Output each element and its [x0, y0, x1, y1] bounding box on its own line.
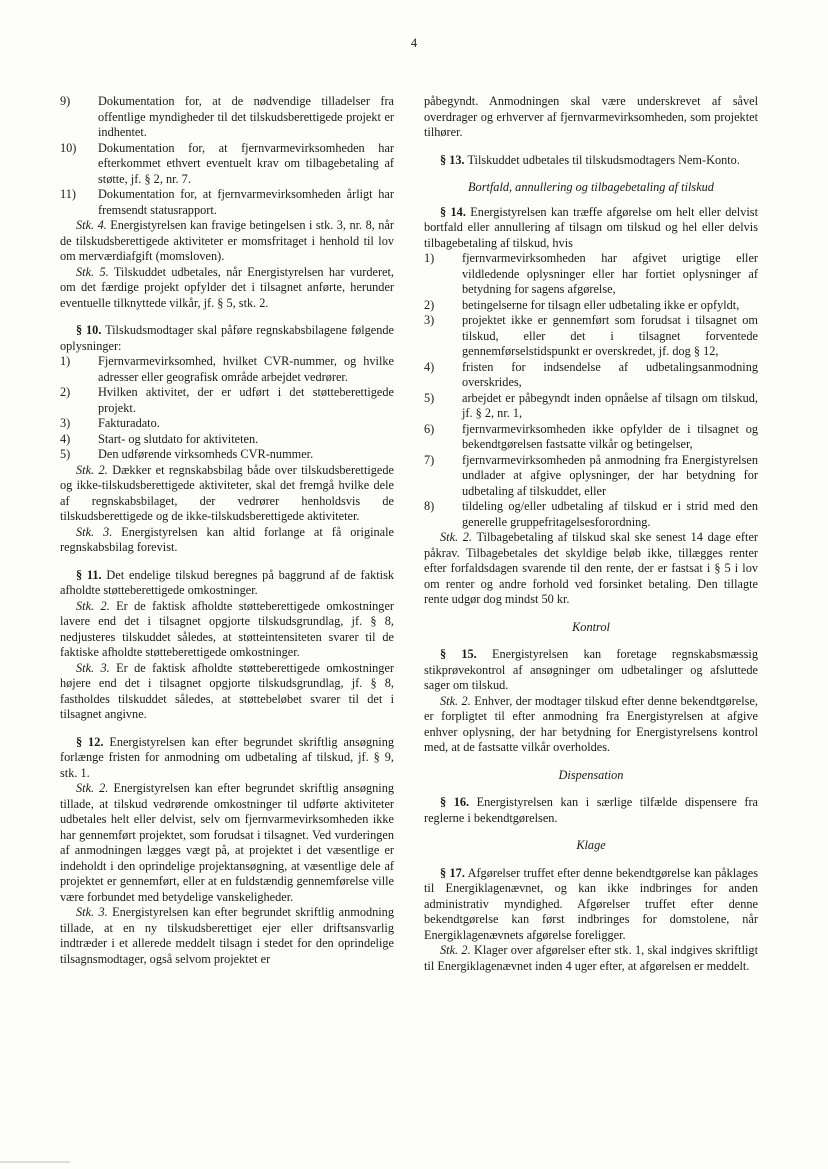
list-number: 6): [424, 421, 435, 436]
section-symbol: § 16.: [440, 795, 470, 809]
heading-kontrol: Kontrol: [572, 619, 610, 634]
paragraph-text: Enhver, der modtager tilskud efter denne bekendtgørelse, er forpligtet til efter anmodning fra Energistyrelsen at afgive enhver oplysning, der har betydning for Energistyrelsens kontrol med, at de fastsatte vilkår overholdes.: [424, 693, 758, 754]
list-text: Dokumentation for, at fjernvarmevirksomheden har efterkommet ethvert eventuelt krav om tilbagebetaling af støtte, jf. § 2, nr. 7.: [98, 140, 394, 186]
scan-edge-mark: [0, 1161, 70, 1163]
paragraph-text: Energistyrelsen kan efter begrundet skriftlig ansøgning forlænge fristen for anmodning om udbetaling af tilskud, jf. § 9, stk. 1.: [60, 734, 394, 780]
paragraph-s12-stk2: [60, 781, 394, 905]
list-number: 1): [60, 354, 71, 368]
list-number: 4): [60, 431, 71, 446]
paragraph-text: Klager over afgørelser efter stk. 1, skal indgives skriftligt til Energiklagenævnet inden 4 uger efter, at afgørelsen er meddelt.: [424, 943, 758, 973]
section-symbol: § 12.: [76, 734, 104, 749]
list-text: Fakturadato.: [98, 416, 160, 430]
list-number: 11): [60, 187, 76, 201]
stk-label: Stk. 2.: [440, 530, 473, 544]
list-text: Start- og slutdato for aktiviteten.: [98, 431, 259, 446]
paragraph-s12-stk3: [60, 905, 394, 967]
list-number: 5): [424, 390, 435, 405]
paragraph-s17-stk2: [424, 943, 758, 974]
section-symbol: § 15.: [440, 647, 477, 661]
paragraph-s10-stk3: [60, 525, 394, 556]
paragraph-s16: [424, 795, 758, 826]
stk-label: Stk. 3.: [76, 905, 108, 919]
list-number: 7): [424, 452, 435, 467]
section-symbol: § 14.: [440, 204, 466, 219]
list-text: tildeling og/eller udbetaling af tilskud er i strid med den generelle gruppefritagelsesforordning.: [462, 499, 758, 529]
paragraph-text: Tilskuddet udbetales, når Energistyrelsen har vurderet, om det færdige projekt opfylder det i tilsagnet anførte, herunder eventuelle tilknyttede vilkår, jf. § 5, stk. 2.: [60, 264, 394, 310]
heading-bortfald: Bortfald, annullering og tilbagebetaling af tilskud: [468, 180, 714, 194]
stk-label: Stk. 2.: [76, 462, 108, 477]
stk-label: Stk. 2.: [440, 943, 471, 957]
paragraph-s13: [424, 153, 758, 169]
paragraph-text: Energistyrelsen kan fravige betingelsen i stk. 3, nr. 8, når de tilskudsberettigede aktiviteter er momsfritaget i henhold til lov om merværdiafgift (momsloven).: [60, 218, 394, 263]
list-number: 3): [60, 416, 71, 430]
paragraph-s11-stk3: [60, 661, 394, 723]
list-text: fjernvarmevirksomheden har afgivet urigtige eller vildledende oplysninger eller har fortiet oplysninger af betydning for sagens afgørelse,: [462, 251, 758, 296]
section-symbol: § 10.: [76, 323, 102, 337]
section-symbol: § 13.: [440, 152, 465, 167]
paragraph-text: Energistyrelsen kan altid forlange at få originale regnskabsbilag forevist.: [60, 524, 394, 554]
paragraph-s17: [424, 866, 758, 944]
list-text: Den udførende virksomheds CVR-nummer.: [98, 447, 314, 461]
list-text: fristen for indsendelse af udbetalingsanmodning overskrides,: [462, 359, 758, 389]
list-number: 2): [60, 385, 71, 399]
paragraph-s12-continued: påbegyndt. Anmodningen skal være underskrevet af såvel overdrager og erhverver af fjernvarmevirksomheden, som projektet tilhører.: [424, 94, 758, 139]
paragraph-s11: [60, 568, 394, 599]
paragraph-s10-stk2: [60, 463, 394, 525]
list-item: [60, 432, 394, 448]
paragraph-text: Energistyrelsen kan foretage regnskabsmæssig stikprøvekontrol af ansøgninger om udbetalinger og afsluttede sager om tilskud.: [424, 647, 758, 692]
list-number: 9): [60, 94, 71, 108]
paragraph-s9-stk4: [60, 218, 394, 265]
stk-label: Stk. 3.: [76, 660, 110, 675]
section-symbol: § 17.: [440, 865, 465, 880]
list-item: [60, 187, 394, 218]
numbered-list-s14: [424, 251, 758, 530]
left-column: [60, 94, 394, 967]
numbered-list-s10: [60, 354, 394, 463]
list-item: [424, 453, 758, 500]
list-item: [60, 354, 394, 385]
list-text: arbejdet er påbegyndt inden opnåelse af tilsagn om tilskud, jf. § 2, nr. 1,: [462, 390, 758, 420]
list-item: [424, 298, 758, 314]
paragraph-text: Energistyrelsen kan træffe afgørelse om helt eller delvist bortfald eller annullering af tilsagn om tilskud og hel eller delvis tilbagebetaling af tilskud, hvis: [424, 204, 758, 250]
list-text: Hvilken aktivitet, der er udført i det støtteberettigede projekt.: [98, 385, 394, 415]
heading-klage: Klage: [576, 838, 606, 852]
paragraph-s15-stk2: [424, 694, 758, 756]
stk-label: Stk. 2.: [76, 781, 109, 795]
list-number: 1): [424, 251, 435, 265]
paragraph-s10: [60, 323, 394, 354]
list-text: Fjernvarmevirksomhed, hvilket CVR-nummer, og hvilke adresser eller geografisk område arbejdet vedrører.: [98, 354, 394, 384]
list-item: [60, 385, 394, 416]
paragraph-s14: [424, 205, 758, 252]
list-number: 4): [424, 359, 435, 374]
paragraph-text: Er de faktisk afholdte støtteberettigede omkostninger højere end det i tilsagnet opgjorte tilskudsgrundlag, jf. § 8, fastholdes tilskuddet således, at støttebeløbet svarer til det i tilsagnet angivne.: [60, 660, 394, 721]
paragraph-s12: [60, 735, 394, 782]
list-number: 10): [60, 140, 77, 155]
paragraph-s14-stk2: [424, 530, 758, 608]
list-item: [60, 416, 394, 432]
list-item: [60, 447, 394, 463]
page-number: 4: [410, 36, 418, 50]
list-number: 2): [424, 297, 435, 312]
stk-label: Stk. 4.: [76, 218, 107, 232]
paragraph-s11-stk2: [60, 599, 394, 661]
list-number: 3): [424, 313, 435, 327]
list-text: projektet ikke er gennemført som forudsat i tilsagnet om tilskud, eller det i tilsagnet forventede gennemførselstidspunkt er overskredet, jf. dog § 12,: [462, 313, 758, 358]
list-number: 8): [424, 499, 435, 513]
section-symbol: § 11.: [76, 567, 102, 582]
paragraph-text: Det endelige tilskud beregnes på baggrund af de faktisk afholdte støtteberettigede omkostninger.: [60, 567, 394, 597]
right-column: [424, 94, 758, 974]
list-item: [60, 94, 394, 141]
heading-dispensation: Dispensation: [558, 767, 624, 782]
list-item: [424, 313, 758, 360]
list-text: fjernvarmevirksomheden på anmodning fra Energistyrelsen undlader at afgive oplysninger, der har betydning for udbetaling af tilskuddet, eller: [462, 452, 758, 498]
paragraph-text: Dækker et regnskabsbilag både over tilskudsberettigede og ikke-tilskudsberettigede aktiviteter, skal det fremgå hvilke dele af regnskabsbilaget, der vedrører henholdsvis de tilskudsberettigede og de ikke-tilskudsberettigede aktiviteter.: [60, 462, 394, 523]
stk-label: Stk. 5.: [76, 264, 109, 279]
paragraph-text: Afgørelser truffet efter denne bekendtgørelse kan påklages til Energiklagenævnet, og kan ikke indbringes for anden administrativ myndighed. Afgørelser truffet efter denne bekendtgørelse kan først indbringes for domstolene, når Energiklagenævnets afgørelse foreligger.: [424, 865, 758, 942]
list-number: 5): [60, 447, 71, 461]
paragraph-s9-stk5: [60, 265, 394, 312]
paragraph-text: Energistyrelsen kan i særlige tilfælde dispensere fra reglerne i bekendtgørelsen.: [424, 795, 758, 825]
list-item: [424, 360, 758, 391]
list-item: [424, 251, 758, 298]
list-item: [60, 141, 394, 188]
list-text: Dokumentation for, at de nødvendige tilladelser fra offentlige myndigheder til det tilskudsberettigede projekt er indhentet.: [98, 94, 394, 139]
list-item: [424, 422, 758, 453]
list-text: fjernvarmevirksomheden ikke opfylder de i tilsagnet og bekendtgørelsen fastsatte vilkår og betingelser,: [462, 421, 758, 451]
paragraph-text: Er de faktisk afholdte støtteberettigede omkostninger lavere end det i tilsagnet opgjorte tilskudsgrundlag, jf. § 8, nedjusteres tilskuddet således, at støtteintensiteten svarer til de faktiske afholdte støtteberettigede omkostninger.: [60, 598, 394, 659]
list-text: Dokumentation for, at fjernvarmevirksomheden årligt har fremsendt statusrapport.: [98, 187, 394, 217]
stk-label: Stk. 2.: [440, 693, 471, 708]
paragraph-text: Tilskuddet udbetales til tilskudsmodtagers Nem-Konto.: [464, 152, 740, 167]
stk-label: Stk. 2.: [76, 598, 110, 613]
list-item: [424, 499, 758, 530]
numbered-list-s9-stk3: [60, 94, 394, 218]
list-item: [424, 391, 758, 422]
paragraph-text: Energistyrelsen kan efter begrundet skriftlig anmodning tillade, at en ny tilskudsberettiget ejer eller driftsansvarlig indtræder i et allerede meddelt tilsagn i stedet for den oprindelige tilsagnsmodtager, også selvom projektet er: [60, 905, 394, 966]
stk-label: Stk. 3.: [76, 524, 113, 539]
list-text: betingelserne for tilsagn eller udbetaling ikke er opfyldt,: [462, 297, 740, 312]
paragraph-text: Tilbagebetaling af tilskud skal ske senest 14 dage efter påkrav. Tilbagebetales det skyldige beløb ikke, tillægges renter efter forfaldsdagen svarende til den rente, der er fastsat i § 5 i lov om renter og andre forhold ved forsinket betaling. Den tillagte rente udgør dog mindst 50 kr.: [424, 530, 758, 606]
paragraph-s15: [424, 647, 758, 694]
paragraph-text: Tilskudsmodtager skal påføre regnskabsbilagene følgende oplysninger:: [60, 323, 395, 353]
paragraph-text: Energistyrelsen kan efter begrundet skriftlig ansøgning tillade, at tilskud vedrørende omkostninger til udførte aktiviteter udbetales helt eller delvist, selv om fjernvarmevirksomheden ikke har gennemført projektet, som forudsat i tilsagnet. Ved vurderingen af anmodningen lægges vægt på, at projektet i det væsentlige er indeholdt i den oprindelige projektansøgning, at væsentlige dele af projektet er gennemført, eller at en fuldstændig gennemførelse ville være forbundet med betydelige vanskeligheder.: [60, 781, 394, 904]
